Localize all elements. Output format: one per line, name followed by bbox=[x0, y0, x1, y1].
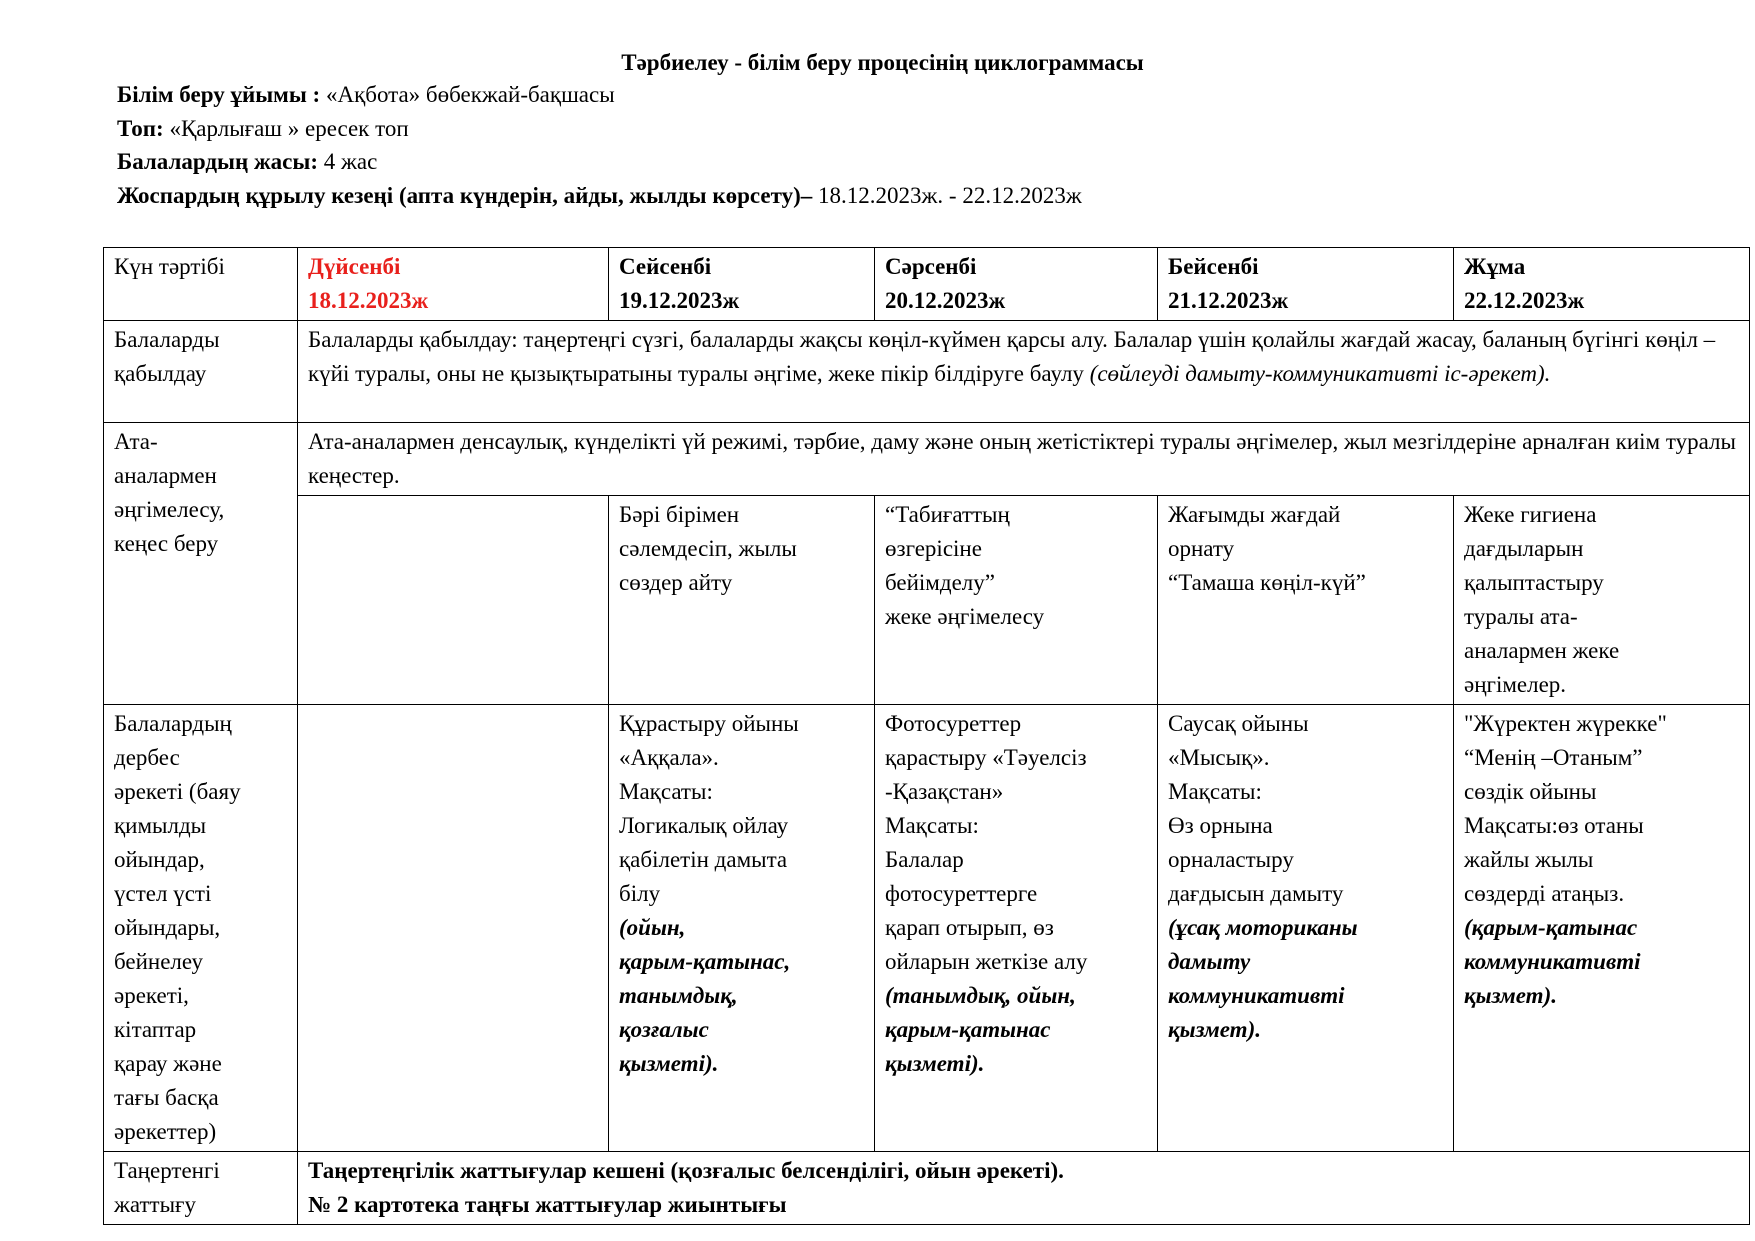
header-day-wednesday bbox=[875, 248, 1158, 321]
day-date: 22.12.2023ж bbox=[1464, 288, 1585, 313]
parents-day-monday bbox=[298, 496, 609, 705]
group-value: «Қарлығаш » ересек топ bbox=[169, 116, 409, 141]
org-value: «Ақбота» бөбекжай-бақшасы bbox=[325, 82, 615, 107]
org-line bbox=[117, 80, 615, 110]
day-name: Сейсенбі bbox=[619, 254, 712, 279]
schedule-table bbox=[103, 247, 1750, 1225]
parents-row bbox=[104, 423, 1750, 496]
parents-label: Ата- аналармен әңгімелесу, кеңес беру bbox=[104, 423, 298, 705]
activity-text: "Жүректен жүрекке" “Менің –Отаным” сөздік ойыны Мақсаты:өз отаны жайлы жылы сөздерді атаңыз. bbox=[1464, 711, 1667, 906]
header-day-tuesday bbox=[609, 248, 875, 321]
header-day-monday bbox=[298, 248, 609, 321]
activity-text: Құрастыру ойыны «Аққала». Мақсаты: Логикалық ойлау қабілетін дамыта білу bbox=[619, 711, 799, 906]
activity-note: (ойын, қарым-қатынас, танымдық, қозғалыс қызметі). bbox=[619, 915, 791, 1076]
period-value: 18.12.2023ж. - 22.12.2023ж bbox=[818, 183, 1082, 208]
document-title: Тәрбиелеу - білім беру процесінің циклограммасы bbox=[621, 50, 1144, 75]
parents-day-friday: Жеке гигиена дағдыларын қалыптастыру туралы ата- аналармен жеке әңгімелер. bbox=[1454, 496, 1750, 705]
activity-day-tuesday bbox=[609, 705, 875, 1152]
group-label: Топ: bbox=[117, 116, 164, 141]
group-line bbox=[117, 114, 409, 144]
day-date: 19.12.2023ж bbox=[619, 288, 740, 313]
activity-label: Балалардың дербес әрекеті (баяу қимылды ойындар, үстел үсті ойындары, бейнелеу әрекеті, кітаптар қарау және тағы басқа әрекеттер) bbox=[104, 705, 298, 1152]
header-day-friday bbox=[1454, 248, 1750, 321]
exercise-line-1: Таңертеңгілік жаттығулар кешені (қозғалыс белсенділігі, ойын әрекеті). bbox=[308, 1158, 1064, 1183]
period-label: Жоспардың құрылу кезеңі (апта күндерін, айды, жылды көрсету)– bbox=[117, 183, 813, 208]
reception-content bbox=[298, 321, 1750, 423]
activity-day-monday bbox=[298, 705, 609, 1152]
parents-day-thursday: Жағымды жағдай орнату “Тамаша көңіл-күй” bbox=[1158, 496, 1454, 705]
reception-label: Балаларды қабылдау bbox=[104, 321, 298, 423]
parents-days-row bbox=[104, 496, 1750, 705]
day-name: Бейсенбі bbox=[1168, 254, 1259, 279]
exercise-line-2: № 2 картотека таңғы жаттығулар жиынтығы bbox=[308, 1192, 787, 1217]
activity-note: (қарым-қатынас коммуникативті қызмет). bbox=[1464, 915, 1641, 1008]
header-regime-label: Күн тәртібі bbox=[114, 254, 225, 279]
day-date: 18.12.2023ж bbox=[308, 288, 429, 313]
exercise-label: Таңертенгі жаттығу bbox=[104, 1152, 298, 1225]
day-date: 21.12.2023ж bbox=[1168, 288, 1289, 313]
age-line bbox=[117, 147, 377, 177]
parents-day-tuesday: Бәрі бірімен сәлемдесіп, жылы сөздер айту bbox=[609, 496, 875, 705]
header-day-thursday bbox=[1158, 248, 1454, 321]
activity-note: (ұсақ моториканы дамыту коммуникативті қызмет). bbox=[1168, 915, 1358, 1042]
activity-text: Фотосуреттер қарастыру «Тәуелсіз -Қазақстан» Мақсаты: Балалар фотосуреттерге қарап отырып, өз ойларын жеткізе алу bbox=[885, 711, 1088, 974]
day-date: 20.12.2023ж bbox=[885, 288, 1006, 313]
reception-row bbox=[104, 321, 1750, 423]
org-label: Білім беру ұйымы : bbox=[117, 82, 321, 107]
day-name: Сәрсенбі bbox=[885, 254, 977, 279]
reception-text: Балаларды қабылдау: таңертеңгі сүзгі, балаларды жақсы көңіл-күймен қарсы алу. Балалар үшін қолайлы жағдай жасау, баланың бүгінгі көңіл – күйі туралы, оны не қызықтыратыны туралы әңгіме, жеке пікір білдіруге баулу bbox=[308, 327, 1716, 386]
header-regime-cell bbox=[104, 248, 298, 321]
activity-row bbox=[104, 705, 1750, 1152]
parents-day-wednesday: “Табиғаттың өзгерісіне бейімделу” жеке әңгімелесу bbox=[875, 496, 1158, 705]
day-name: Дүйсенбі bbox=[308, 254, 401, 279]
period-line bbox=[117, 181, 1082, 211]
age-label: Балалардың жасы: bbox=[117, 149, 319, 174]
age-value: 4 жас bbox=[323, 149, 378, 174]
parents-general-text: Ата-аналармен денсаулық, күнделікті үй режимі, тәрбие, даму және оның жетістіктері туралы әңгімелер, жыл мезгілдеріне арналған киім туралы кеңестер. bbox=[298, 423, 1750, 496]
activity-text: Саусақ ойыны «Мысық». Мақсаты: Өз орнына орналастыру дағдысын дамыту bbox=[1168, 711, 1344, 906]
exercise-content bbox=[298, 1152, 1750, 1225]
header-row bbox=[104, 248, 1750, 321]
reception-note: (сөйлеуді дамыту-коммуникативті іс-әрекет). bbox=[1089, 361, 1551, 386]
exercise-row bbox=[104, 1152, 1750, 1225]
activity-day-wednesday bbox=[875, 705, 1158, 1152]
activity-note: (танымдық, ойын, қарым-қатынас қызметі). bbox=[885, 983, 1076, 1076]
activity-day-thursday bbox=[1158, 705, 1454, 1152]
activity-day-friday bbox=[1454, 705, 1750, 1152]
day-name: Жұма bbox=[1464, 254, 1526, 279]
